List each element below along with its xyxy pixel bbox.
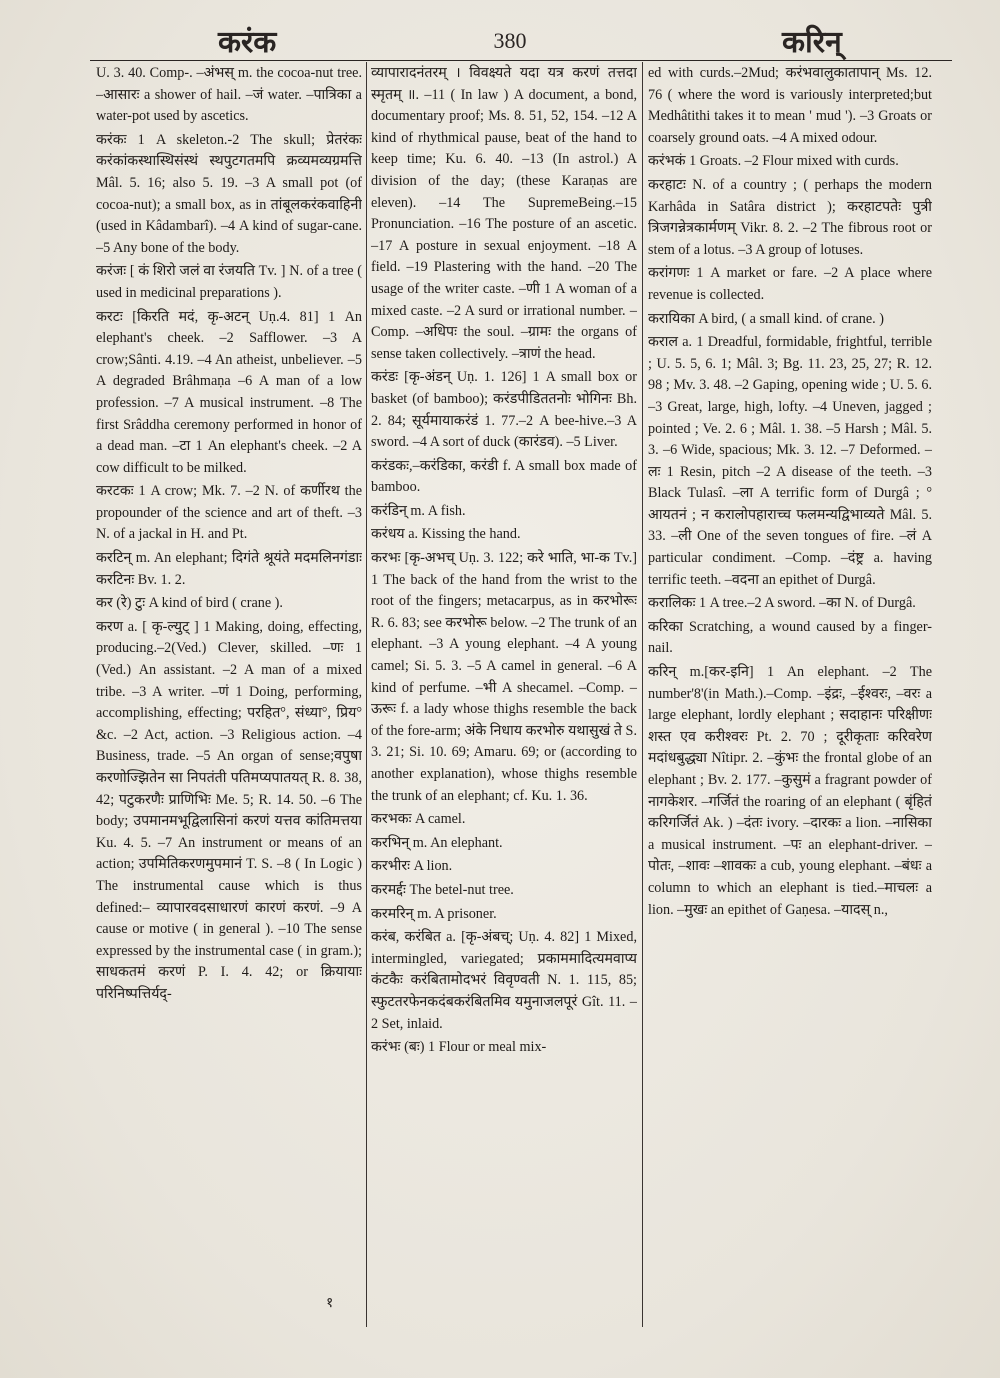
column-3 <box>648 63 932 1323</box>
column-1 <box>96 63 362 1323</box>
dictionary-entry: करंडकः,–करंडिका, करंडी f. A small box made of bamboo. <box>371 457 637 496</box>
dictionary-entry: करंब, करंबित a. [कृ-अंबच्; Uṇ. 4. 82] 1 Mixed, intermingled, variegated; प्रकाममादित्यमवाप्य कंटकैः करंबितामोदभरं विवृण्वती N. 1. 115, 85; स्फुटतरफेनकदंबकरंबितमिव यमुनाजलपूरं Gît. 11. –2 Set, inlaid. <box>371 929 637 1032</box>
dictionary-entry: करमरिन् m. A prisoner. <box>371 905 497 922</box>
dictionary-entry: करभकः A camel. <box>371 811 466 828</box>
dictionary-entry: करांगणः 1 A market or fare. –2 A place where revenue is collected. <box>648 265 932 303</box>
dictionary-entry: करिका Scratching, a wound caused by a finger-nail. <box>648 618 932 657</box>
dictionary-entry: U. 3. 40. Comp-. –अंभस् m. the cocoa-nut tree. –आसारः a shower of hail. –जं water. –पात्रिका a water-pot used by ascetics. <box>96 65 362 125</box>
dictionary-entry: करटः [किरति मदं, कृ-अटन् Uṇ.4. 81] 1 An elephant's cheek. –2 Safflower. –3 A crow;Sânti. 4.19. –4 An atheist, unbeliever. –5 A degraded Brâhmaṇa –6 A man of a low profession. –7 A musical instrument. –8 The first Srâddha ceremony performed in honor of a dead man. –टा 1 An elephant's cheek. –2 A cow difficult to be milked. <box>96 308 362 476</box>
dictionary-entry: करमर्द्दः The betel-nut tree. <box>371 881 514 898</box>
dictionary-entry: करभः [कृ-अभच् Uṇ. 3. 122; करे भाति, भा-क Tv.] 1 The back of the hand from the wrist to the root of the fingers; metacarpus, as in करभोरूः R. 6. 83; see करभोरू below. –2 The trunk of an elephant. –3 A young elephant. –4 A young camel; Si. 5. 3. –5 A camel in general. –6 A kind of perfume. –भी A shecamel. –Comp. –ऊरूः f. a lady whose thighs resemble the back of the fore-arm; अंके निधाय करभोरु यथासुखं ते S. 3. 21; Si. 10. 69; Amaru. 69; or (according to another explanation), whose thighs resemble the trunk of an elephant; cf. Ku. 1. 36. <box>371 550 637 804</box>
dictionary-entry: करटकः 1 A crow; Mk. 7. –2 N. of कर्णीरथ the propounder of the science and art of theft. –3 N. of a jackal in H. and Pt. <box>96 483 362 543</box>
dictionary-entry: ed with curds.–2Mud; करंभवालुकातापान् Ms. 12. 76 ( where the word is variously interpreted;but Medhâtithi takes it to mean ' mud '). –3 Groats or coarsely ground oats. –4 A mixed odour. <box>648 65 932 146</box>
dictionary-entry: करिन् m.[कर-इनि] 1 An elephant. –2 The number'8'(in Math.).–Comp. –इंद्रः, –ईश्वरः, –वरः a large elephant, lordly elephant ; सदाहानः परिक्षीणः शस्त एव करीश्वरः Pt. 2. 70 ; दूरीकृताः करिवरेण मदांधबुद्ध्या Nîtipr. 2. –कुंभः the frontal globe of an elephant ; Bv. 2. 177. –कुसुमं a fragrant powder of नागकेशर. –गर्जितं the roaring of an elephant ( बृंहितं करिगर्जितं Ak. ) –दंतः ivory. –दारकः a lion. –नासिका a musical instrument. –पः an elephant-driver. –पोतः, –शावः –शावकः a cub, young elephant. –बंधः a column to which an elephant is tied.–माचलः a lion. –मुखः an epithet of Gaṇesa. –यादस् n., <box>648 664 932 918</box>
dictionary-entry: करंधय a. Kissing the hand. <box>371 526 521 543</box>
dictionary-entry: व्यापारादनंतरम् । विवक्ष्यते यदा यत्र करणं तत्तदा स्मृतम् ॥. –11 ( In law ) A document, a bond, documentary proof; Ms. 8. 51, 52, 154. –12 A kind of rhythmical pause, beat of the hand to keep time; Ku. 6. 40. –13 (In astrol.) A division of the day; (these Karaṇas are eleven). –14 The SupremeBeing.–15 Pronunciation. –16 The posture of an ascetic. –17 A posture in sexual enjoyment. –18 A field. –19 Plastering with the hand. –20 The usage of the writer caste. –णी 1 A woman of a mixed caste. –2 A surd or irrational number. –Comp. –अधिपः the soul. –ग्रामः the organs of sense taken collectively. –त्राणं the head. <box>371 65 637 362</box>
column-divider <box>642 62 643 1327</box>
dictionary-entry: करंडिन् m. A fish. <box>371 502 466 519</box>
guide-word-left: करंक <box>218 25 277 60</box>
dictionary-entry: करंकः 1 A skeleton.-2 The skull; प्रेतरंकः करंकांकस्थास्थिसंस्थं स्थपुटगतमपि क्रव्यमव्यग्रमत्ति Mâl. 5. 16; also 5. 19. –3 A small pot (of cocoa-nut); a small box, as in तांबूलकरंकवाहिनी (used in Kâdambarî). –4 A kind of sugar-cane. –5 Any bone of the body. <box>96 131 362 256</box>
dictionary-entry: करहाटः N. of a country ; ( perhaps the modern Karhâda in Satâra district ); करहाटपतेः पुत्री त्रिजगन्नेत्रकार्मणम् Vikr. 8. 2. –2 The fibrous root or stem of a lotus. –3 A group of lotuses. <box>648 176 932 258</box>
guide-word-right: करिन् <box>782 25 842 60</box>
dictionary-entry: करायिका A bird, ( a small kind. of crane. ) <box>648 310 884 327</box>
dictionary-entry: करभिन् m. An elephant. <box>371 834 503 851</box>
page-number: 380 <box>493 28 527 53</box>
dictionary-entry: कर (रे) टुः A kind of bird ( crane ). <box>96 595 283 612</box>
column-2 <box>371 63 637 1323</box>
dictionary-entry: करभीरः A lion. <box>371 858 453 875</box>
header-rule <box>90 60 952 61</box>
dictionary-entry: करटिन् m. An elephant; दिगंते श्रूयंते मदमलिनगंडाः करटिनः Bv. 1. 2. <box>96 550 362 588</box>
dictionary-entry: कराल a. 1 Dreadful, formidable, frightful, terrible ; U. 5. 5, 6. 1; Mâl. 3; Bg. 11. 23, 25, 27; R. 12. 98 ; Mv. 3. 48. –2 Gaping, opening wide ; U. 5. 6. –3 Great, large, high, lofty. –4 Uneven, jagged ; pointed ; Ve. 2. 6 ; Mâl. 1. 38. –5 Harsh ; Mâl. 5. 3. –6 Wide, spacious; Mk. 3. 12. –7 Deformed. –लः 1 Resin, pitch –2 A disease of the teeth. –3 Black Tulasî. –ला A terrific form of Durgâ ; ° आयतनं ; न करालोपहाराच्च फलमन्यद्विभाव्यते Mâl. 5. 33. –ली One of the seven tongues of fire. –लं A particular condiment. –Comp. –दंष्ट्र a. having terrific teeth. –वदना an epithet of Durgâ. <box>648 334 932 588</box>
column-divider <box>366 62 367 1327</box>
dictionary-entry: करंजः [ कं शिरो जलं वा रंजयति Tv. ] N. of a tree ( used in medicinal preparations ). <box>96 263 362 301</box>
dictionary-entry: करालिकः 1 A tree.–2 A sword. –का N. of Durgâ. <box>648 595 916 612</box>
footer-mark: १ <box>326 1295 334 1311</box>
dictionary-entry: करंडः [कृ-अंडन् Uṇ. 1. 126] 1 A small box or basket (of bamboo); करंडपीडिततनोः भोगिनः Bh. 2. 84; सूर्यमायाकरंडं 1. 77.–2 A bee-hive.–3 A sword. –4 A sort of duck (कारंडव). –5 Liver. <box>371 369 637 451</box>
dictionary-entry: करण a. [ कृ-ल्युट् ] 1 Making, doing, effecting, producing.–2(Ved.) Clever, skilled. –णः 1 (Ved.) An assistant. –2 A man of a mixed tribe. –3 A writer. –णं 1 Doing, performing, accomplishing, effecting; परहित°, संध्या°, प्रिय° &c. –2 Act, action. –3 Religious action. –4 Business, trade. –5 An organ of sense;वपुषा करणोज्झितेन सा निपतंती पतिमप्यपातयत् R. 8. 38, 42; पटुकरणैः प्राणिभिः Me. 5; R. 14. 50. –6 The body; उपमानमभूद्विलासिनां करणं यत्तव कांतिमत्तया Ku. 4. 5. –7 An instrument or means of an action; उपमितिकरणमुपमानं T. S. –8 ( In Logic ) The instrumental cause which is thus defined:– व्यापारवदसाधारणं कारणं करणं. –9 A cause or motive ( in general ). –10 The sense expressed by the instrumental case ( in gram.); साधकतमं करणं P. I. 4. 42; or क्रियायाः परिनिष्पत्तिर्यद्- <box>96 618 362 1002</box>
dictionary-entry: करंभकं 1 Groats. –2 Flour mixed with curds. <box>648 153 899 170</box>
dictionary-entry: करंभः (बः) 1 Flour or meal mix- <box>371 1039 547 1056</box>
